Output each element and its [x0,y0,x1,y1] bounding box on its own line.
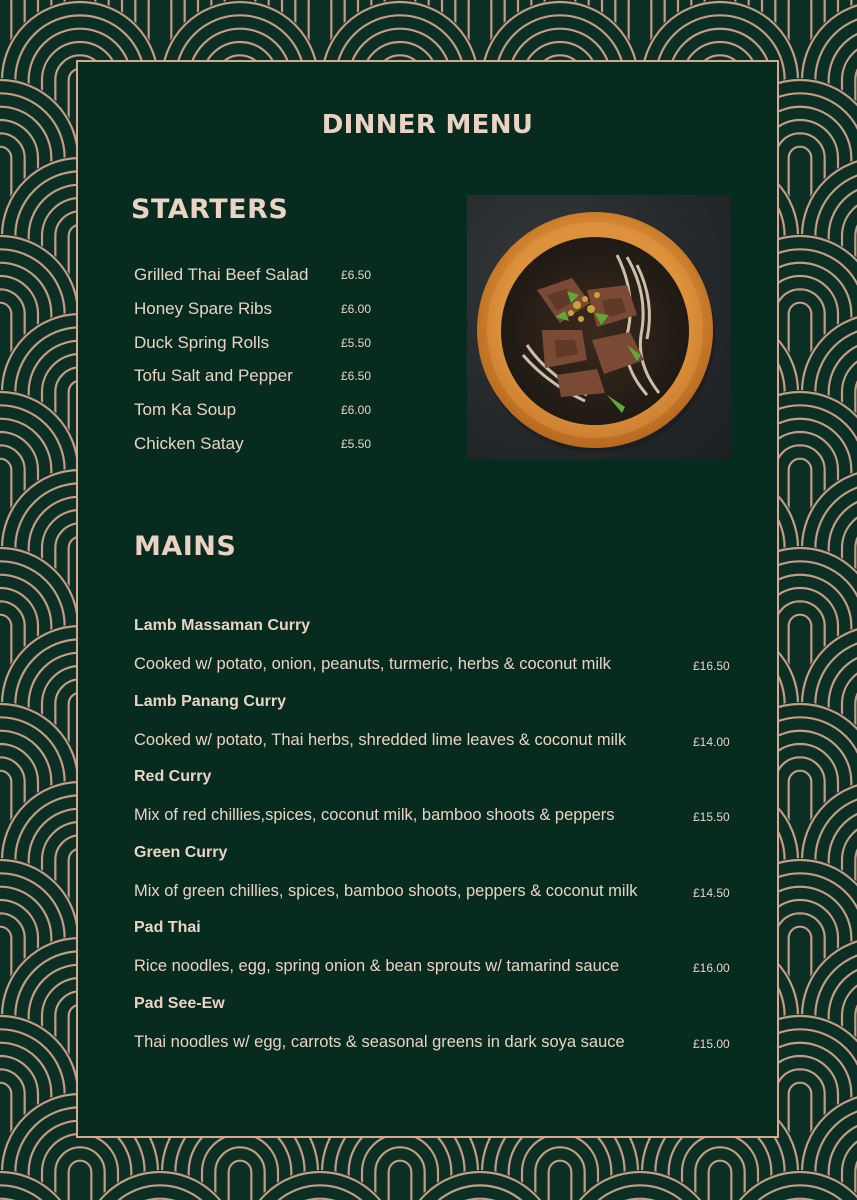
main-name: Lamb Massaman Curry [134,617,311,634]
list-item [134,617,734,693]
main-name: Green Curry [134,843,228,861]
mains-heading: MAINS [134,531,237,562]
main-description: Mix of red chillies,spices, coconut milk, bamboo shoots & peppers [134,806,615,825]
main-price: £14.50 [693,885,730,900]
main-description: Mix of green chillies, spices, bamboo shoots, peppers & coconut milk [134,881,638,900]
main-description: Cooked w/ potato, onion, peanuts, turmeric, herbs & coconut milk [134,655,611,673]
starter-price: £5.50 [341,335,372,350]
starter-price: £6.50 [341,369,372,384]
starter-price: £6.00 [341,301,372,316]
starter-name: Tom Ka Soup [134,400,237,420]
main-price: £15.00 [693,1036,730,1051]
list-item [134,919,734,995]
starter-name: Grilled Thai Beef Salad [134,265,309,284]
starter-price: £6.00 [341,403,372,418]
noodle-soup-bowl-icon [467,195,731,459]
starter-name: Chicken Satay [134,433,244,453]
list-item [134,299,394,333]
list-item [134,693,734,769]
list-item [134,265,394,299]
mains-list [134,617,734,1071]
list-item [134,434,394,468]
main-description: Thai noodles w/ egg, carrots & seasonal greens in dark soya sauce [134,1032,625,1051]
menu-panel [76,60,779,1138]
food-photo [467,195,731,459]
main-price: £16.00 [693,961,730,976]
list-item [134,995,734,1071]
list-item [134,366,394,400]
list-item [134,768,734,844]
list-item [134,400,394,434]
main-description: Rice noodles, egg, spring onion & bean sprouts w/ tamarind sauce [134,957,620,976]
list-item [134,333,394,367]
starters-heading: STARTERS [131,194,289,225]
main-name: Pad See-Ew [134,994,225,1012]
starter-price: £5.50 [341,436,372,451]
main-price: £16.50 [693,659,730,673]
starter-price: £6.50 [341,268,372,282]
main-name: Pad Thai [134,919,201,937]
starter-name: Honey Spare Ribs [134,298,272,318]
starters-list [134,265,394,468]
starter-name: Tofu Salt and Pepper [134,366,293,386]
menu-title: DINNER MENU [321,110,534,140]
main-price: £14.00 [693,734,730,749]
main-price: £15.50 [693,810,730,825]
main-name: Red Curry [134,768,212,786]
main-name: Lamb Panang Curry [134,692,287,710]
main-description: Cooked w/ potato, Thai herbs, shredded lime leaves & coconut milk [134,730,627,749]
list-item [134,844,734,920]
starter-name: Duck Spring Rolls [134,332,270,352]
